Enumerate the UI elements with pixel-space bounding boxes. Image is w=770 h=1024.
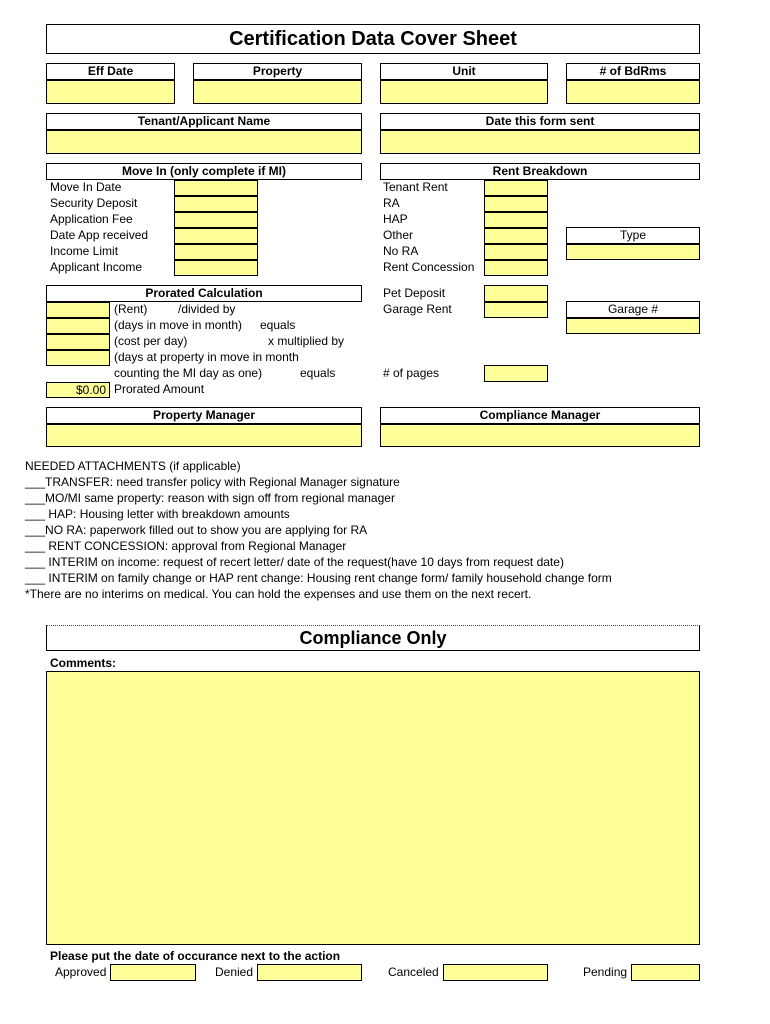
date-app-received-field[interactable]	[174, 228, 258, 244]
pages-field[interactable]	[484, 365, 548, 382]
attachment-item: ___ HAP: Housing letter with breakdown amounts	[25, 507, 290, 521]
prorated-rent-label: (Rent)	[114, 302, 148, 316]
prorated-equals-1: equals	[260, 318, 296, 332]
tenant-name-field[interactable]	[46, 130, 362, 154]
date-sent-field[interactable]	[380, 130, 700, 154]
prorated-amount-label: Prorated Amount	[114, 382, 205, 396]
prorated-days-at-property-label: (days at property in move in month	[114, 350, 299, 364]
compliance-manager-label: Compliance Manager	[380, 407, 700, 424]
attachments-note: *There are no interims on medical. You can hold the expenses and use them on the next recert.	[25, 587, 532, 601]
applicant-income-field[interactable]	[174, 260, 258, 276]
bdrms-field[interactable]	[566, 80, 700, 104]
unit-label: Unit	[380, 63, 548, 80]
income-limit-label: Income Limit	[50, 244, 119, 258]
prorated-amount-value[interactable]: $0.00	[46, 382, 110, 398]
prorated-divided-label: /divided by	[178, 302, 236, 316]
pending-label: Pending	[583, 965, 628, 979]
approved-field[interactable]	[110, 964, 196, 981]
eff-date-field[interactable]	[46, 80, 175, 104]
days-in-month-field[interactable]	[46, 318, 110, 334]
applicant-income-label: Applicant Income	[50, 260, 143, 274]
pet-deposit-label: Pet Deposit	[383, 286, 446, 300]
tenant-rent-field[interactable]	[484, 180, 548, 196]
hap-label: HAP	[383, 212, 408, 226]
rent-concession-field[interactable]	[484, 260, 548, 276]
property-manager-field[interactable]	[46, 424, 362, 447]
eff-date-label: Eff Date	[46, 63, 175, 80]
move-in-header: Move In (only complete if MI)	[46, 163, 362, 180]
property-manager-label: Property Manager	[46, 407, 362, 424]
other-label: Other	[383, 228, 414, 242]
bdrms-label: # of BdRms	[566, 63, 700, 80]
prorated-equals-2: equals	[300, 366, 336, 380]
application-fee-field[interactable]	[174, 212, 258, 228]
property-label: Property	[193, 63, 362, 80]
pending-field[interactable]	[631, 964, 700, 981]
denied-label: Denied	[215, 965, 254, 979]
pet-deposit-field[interactable]	[484, 285, 548, 302]
rent-input-field[interactable]	[46, 302, 110, 318]
compliance-title: Compliance Only	[46, 625, 700, 651]
application-fee-label: Application Fee	[50, 212, 133, 226]
cost-per-day-field[interactable]	[46, 334, 110, 350]
property-field[interactable]	[193, 80, 362, 104]
type-label: Type	[566, 227, 700, 244]
ra-field[interactable]	[484, 196, 548, 212]
prorated-header: Prorated Calculation	[46, 285, 362, 302]
hap-field[interactable]	[484, 212, 548, 228]
rent-breakdown-header: Rent Breakdown	[380, 163, 700, 180]
type-field[interactable]	[566, 244, 700, 260]
prorated-days-label: (days in move in month)	[114, 318, 243, 332]
compliance-manager-field[interactable]	[380, 424, 700, 447]
move-in-date-field[interactable]	[174, 180, 258, 196]
denied-field[interactable]	[257, 964, 362, 981]
no-ra-field[interactable]	[484, 244, 548, 260]
instruction-text: Please put the date of occurance next to the action	[50, 949, 341, 963]
garage-rent-label: Garage Rent	[383, 302, 452, 316]
garage-num-field[interactable]	[566, 318, 700, 334]
comments-label: Comments:	[50, 656, 117, 670]
days-at-property-field[interactable]	[46, 350, 110, 366]
comments-field[interactable]	[46, 671, 700, 945]
garage-rent-field[interactable]	[484, 302, 548, 318]
date-sent-label: Date this form sent	[380, 113, 700, 130]
rent-concession-label: Rent Concession	[383, 260, 475, 274]
no-ra-label: No RA	[383, 244, 419, 258]
attachment-item: ___ RENT CONCESSION: approval from Regional Manager	[25, 539, 347, 553]
security-deposit-label: Security Deposit	[50, 196, 138, 210]
prorated-cost-label: (cost per day)	[114, 334, 188, 348]
prorated-counting-label: counting the MI day as one)	[114, 366, 263, 380]
page-title: Certification Data Cover Sheet	[46, 24, 700, 54]
income-limit-field[interactable]	[174, 244, 258, 260]
tenant-rent-label: Tenant Rent	[383, 180, 448, 194]
move-in-date-label: Move In Date	[50, 180, 122, 194]
attachment-item: ___NO RA: paperwork filled out to show you are applying for RA	[25, 523, 368, 537]
ra-label: RA	[383, 196, 400, 210]
garage-num-label: Garage #	[566, 301, 700, 318]
date-app-received-label: Date App received	[50, 228, 149, 242]
pages-label: # of pages	[383, 366, 440, 380]
attachment-item: ___TRANSFER: need transfer policy with Regional Manager signature	[25, 475, 400, 489]
attachment-item: ___ INTERIM on family change or HAP rent change: Housing rent change form/ family household change form	[25, 571, 612, 585]
other-field[interactable]	[484, 228, 548, 244]
attachment-item: ___ INTERIM on income: request of recert letter/ date of the request(have 10 days from request date)	[25, 555, 564, 569]
attachment-item: ___MO/MI same property: reason with sign off from regional manager	[25, 491, 395, 505]
canceled-label: Canceled	[388, 965, 439, 979]
canceled-field[interactable]	[443, 964, 548, 981]
tenant-name-label: Tenant/Applicant Name	[46, 113, 362, 130]
unit-field[interactable]	[380, 80, 548, 104]
security-deposit-field[interactable]	[174, 196, 258, 212]
attachments-heading: NEEDED ATTACHMENTS (if applicable)	[25, 459, 241, 473]
prorated-multiplied-label: x multiplied by	[268, 334, 345, 348]
approved-label: Approved	[55, 965, 107, 979]
